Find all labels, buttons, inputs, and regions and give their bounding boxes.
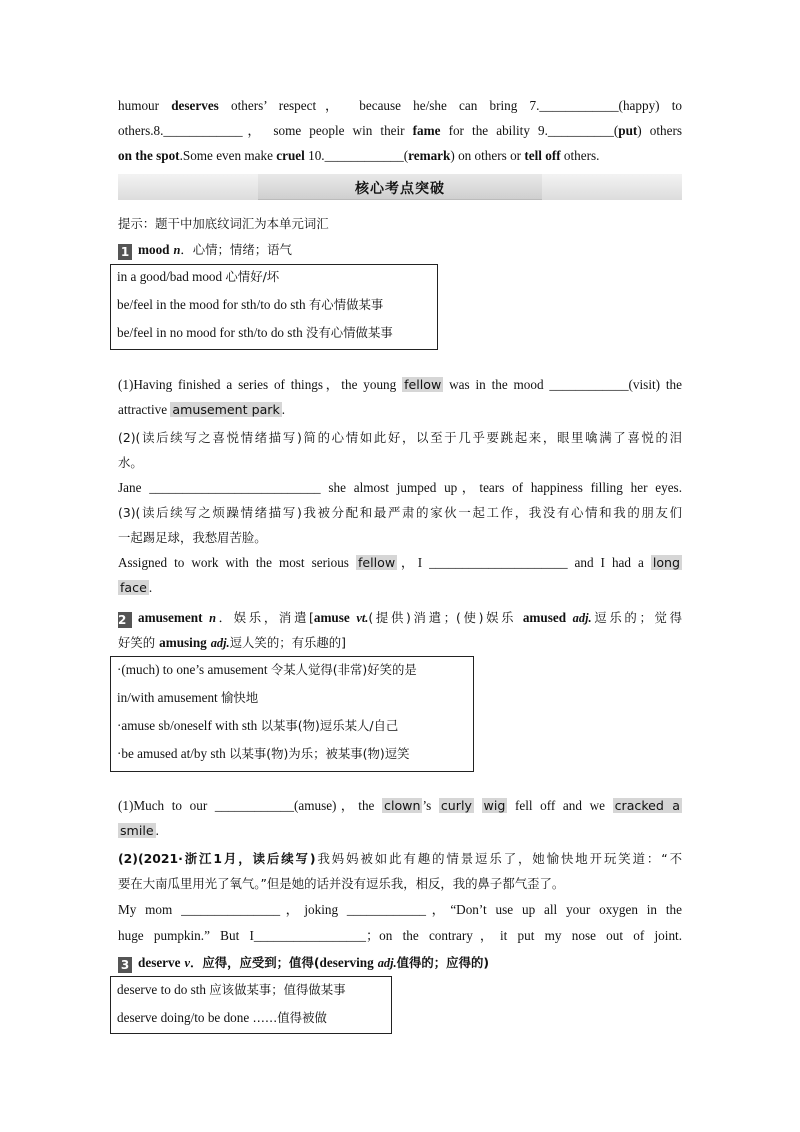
phrase-row: ·amuse sb/oneself with sth 以某事(物)逗乐某人/自己 xyxy=(117,718,399,733)
section-number-badge: 2 xyxy=(118,612,132,628)
para-line-1: humour deserves others’ respect， because he/she can bring 7.____________(happy) to xyxy=(118,98,682,113)
section-2-heading: 2 amusement n．娱乐，消遣[amuse vt.(提供)消遣；(使)娱乐 amused adj.逗乐的；觉得 xyxy=(118,610,682,627)
exercise-line: (3)(读后续写之烦躁情绪描写)我被分配和最严肃的家伙一起工作，我没有心情和我的朋友们 xyxy=(118,505,682,520)
phrase-row: deserve to do sth 应该做某事；值得做某事 xyxy=(117,982,346,997)
vocab-highlight: clown xyxy=(384,798,421,813)
phrase-row: deserve doing/to be done ……值得被做 xyxy=(117,1010,327,1025)
vocab-highlight: amusement park xyxy=(172,402,280,417)
exercise-line: 一起踢足球，我愁眉苦脸。 xyxy=(118,530,267,545)
section-3-heading: 3 deserve v．应得，应受到；值得(deserving adj.值得的；应得的) xyxy=(118,953,682,973)
exercise-line: smile . xyxy=(120,823,159,838)
phrase-row: be/feel in the mood for sth/to do sth 有心情做某事 xyxy=(117,297,384,312)
exercise-line: (1)Having finished a series of things，the young fellow was in the mood ____________(visit) the xyxy=(118,377,682,392)
exercise-line: Jane __________________________ she almost jumped up，tears of happiness filling her eyes. xyxy=(118,480,682,495)
vocab-highlight: curly xyxy=(440,798,472,813)
exercise-line: face . xyxy=(120,580,153,595)
section-number-badge: 1 xyxy=(118,244,132,260)
section-number-badge: 3 xyxy=(118,957,132,973)
vocab-highlight: face xyxy=(120,580,147,595)
exercise-line: (2)(2021·浙江1月，读后续写)我妈妈被如此有趣的情景逗乐了，她愉快地开玩笑道：“不 xyxy=(118,851,682,866)
phrase-row: ·be amused at/by sth 以某事(物)为乐；被某事(物)逗笑 xyxy=(117,746,410,761)
exercise-line: huge pumpkin.” But I_________________；on the contrary，it put my nose out of joint. xyxy=(118,928,682,943)
phrase-box-3 xyxy=(110,976,392,1034)
section-1-heading: 1 mood n．心情；情绪；语气 xyxy=(118,240,682,260)
section-2-heading-cont: 好笑的 amusing adj.逗人笑的；有乐趣的] xyxy=(118,635,347,650)
exercise-line: My mom _______________，joking ____________，“Don’t use up all your oxygen in the xyxy=(118,902,682,917)
phrase-row: be/feel in no mood for sth/to do sth 没有心情做某事 xyxy=(117,325,393,340)
vocab-highlight: wig xyxy=(483,798,506,813)
phrase-row: in/with amusement 愉快地 xyxy=(117,690,259,705)
section-banner xyxy=(118,174,682,200)
phrase-row: in a good/bad mood 心情好/坏 xyxy=(117,269,280,284)
para-line-3: on the spot.Some even make cruel 10.____________(remark) on others or tell off others. xyxy=(118,148,600,163)
vocab-highlight: fellow xyxy=(357,555,396,570)
exercise-line: Assigned to work with the most serious fellow ，I _____________________ and I had a long xyxy=(118,555,681,570)
section-banner-title: 核心考点突破 xyxy=(355,181,445,197)
exercise-line: (1)Much to our ____________(amuse)，the clown ’s curly wig fell off and we cracked a xyxy=(118,798,680,813)
phrase-box-1 xyxy=(110,264,438,350)
exercise-line: 要在大南瓜里用光了氧气。”但是她的话并没有逗乐我，相反，我的鼻子都气歪了。 xyxy=(118,876,565,891)
vocab-highlight: smile xyxy=(120,823,154,838)
para-line-2: others.8.____________， some people win their fame for the ability 9.__________(put) others xyxy=(118,123,683,138)
exercise-line: 水。 xyxy=(118,455,143,470)
phrase-row: ·(much) to one’s amusement 令某人觉得(非常)好笑的是 xyxy=(117,662,417,677)
hint-text: 提示：题干中加底纹词汇为本单元词汇 xyxy=(118,216,329,231)
exercise-line: (2)(读后续写之喜悦情绪描写)简的心情如此好，以至于几乎要跳起来，眼里噙满了喜悦的泪 xyxy=(118,430,682,445)
exercise-line: attractive amusement park . xyxy=(118,402,286,417)
phrase-box-2 xyxy=(110,656,474,772)
vocab-highlight: cracked a xyxy=(614,798,680,813)
vocab-highlight: long xyxy=(652,555,681,570)
vocab-highlight: fellow xyxy=(404,377,442,392)
